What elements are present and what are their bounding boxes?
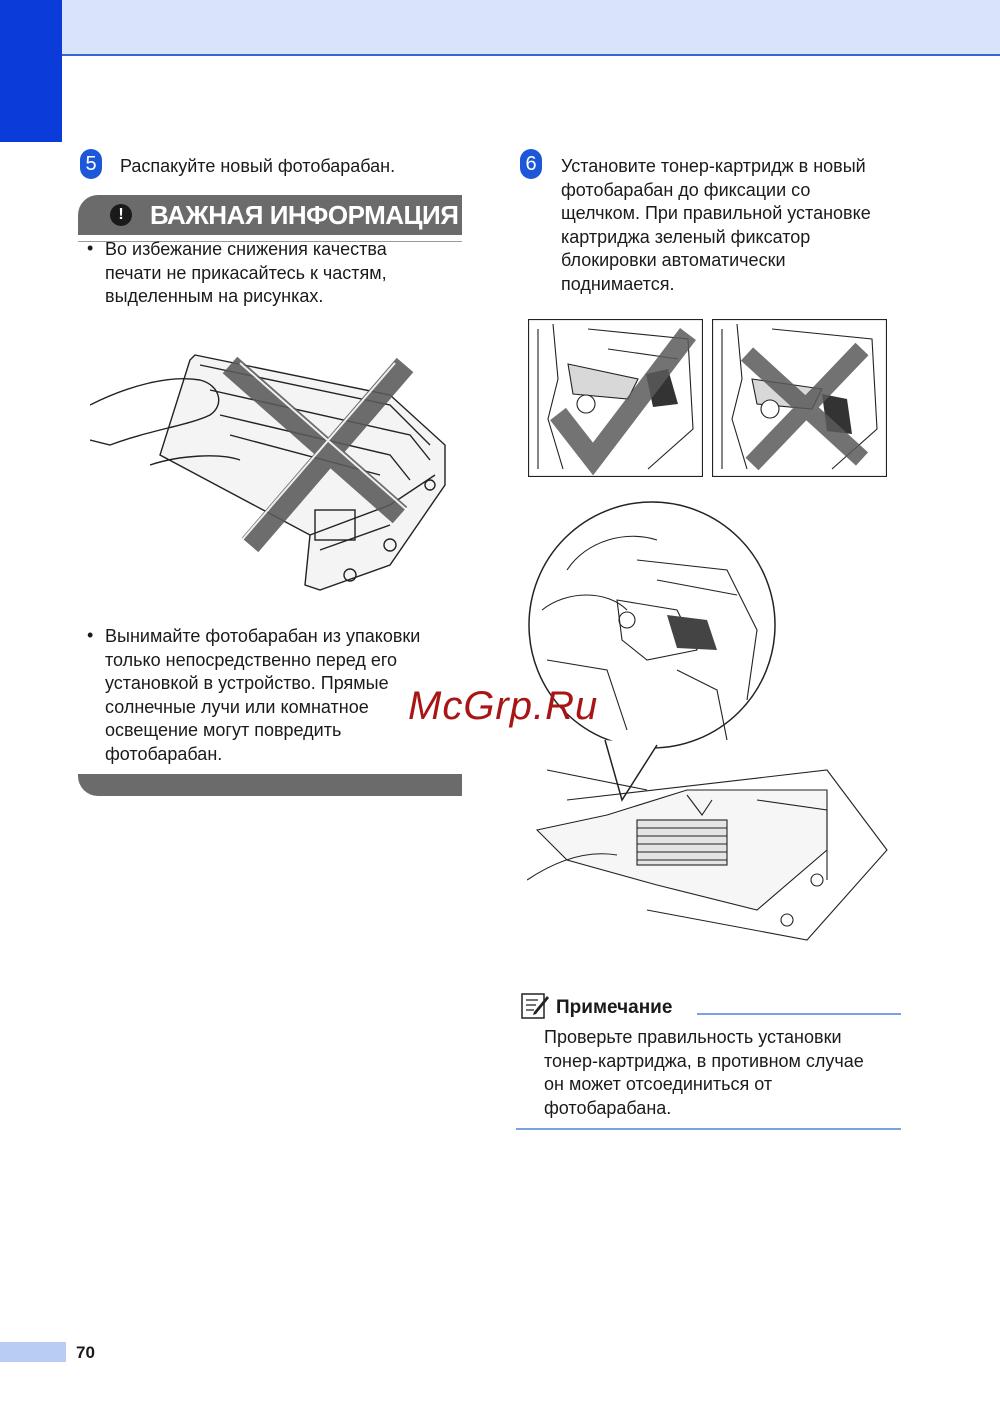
line: фотобарабана. xyxy=(544,1097,672,1118)
footer-band xyxy=(0,1342,66,1362)
header-band xyxy=(0,0,1000,56)
line: он может отсоединиться от xyxy=(544,1074,773,1094)
line: Установите тонер-картридж в новый xyxy=(561,156,866,176)
step-5-badge: 5 xyxy=(80,149,102,179)
line: поднимается. xyxy=(561,273,675,294)
line: солнечные лучи или комнатное xyxy=(105,696,369,717)
important-bullet-2 xyxy=(105,625,420,766)
step-5-text: Распакуйте новый фотобарабан. xyxy=(120,156,396,176)
exclamation-icon: ! xyxy=(110,204,132,226)
line: щелчком. При правильной установке xyxy=(561,203,871,223)
line: Проверьте правильность установки xyxy=(544,1027,842,1047)
step-6-badge: 6 xyxy=(520,149,542,179)
line: Вынимайте фотобарабан из упаковки xyxy=(105,626,421,646)
page-number: 70 xyxy=(76,1343,95,1362)
line: выделенным на рисунках. xyxy=(105,286,324,306)
note-pencil-icon xyxy=(520,990,550,1020)
line: фотобарабан. xyxy=(105,743,223,764)
watermark-text: McGrp.Ru xyxy=(408,684,599,728)
line: освещение могут повредить xyxy=(105,720,342,740)
note-text xyxy=(544,1026,864,1120)
line: только непосредственно перед его xyxy=(105,649,398,670)
lock-lever-correct-figure xyxy=(528,319,703,477)
line: блокировки автоматически xyxy=(561,250,786,270)
drum-unit-crossed-figure xyxy=(90,335,460,595)
note-footer-rule xyxy=(516,1128,901,1130)
line: печати не прикасайтесь к частям, xyxy=(105,262,387,283)
line: фотобарабан до фиксации со xyxy=(561,179,811,200)
bullet-dot: • xyxy=(87,238,94,258)
bullet-dot: • xyxy=(87,625,94,645)
lock-lever-incorrect-figure xyxy=(712,319,887,477)
chapter-tab xyxy=(0,0,62,142)
line: Во избежание снижения качества xyxy=(105,239,387,259)
cartridge-install-figure xyxy=(527,500,892,965)
note-header-rule xyxy=(697,1013,901,1015)
important-title: ВАЖНАЯ ИНФОРМАЦИЯ xyxy=(150,200,459,230)
line: картриджа зеленый фиксатор xyxy=(561,226,811,247)
line: тонер-картриджа, в противном случае xyxy=(544,1050,864,1071)
line: установкой в устройство. Прямые xyxy=(105,673,389,693)
important-footer-bar xyxy=(78,774,462,796)
note-title: Примечание xyxy=(556,997,673,1018)
step-6-text xyxy=(561,155,871,296)
important-bullet-1 xyxy=(105,238,387,309)
